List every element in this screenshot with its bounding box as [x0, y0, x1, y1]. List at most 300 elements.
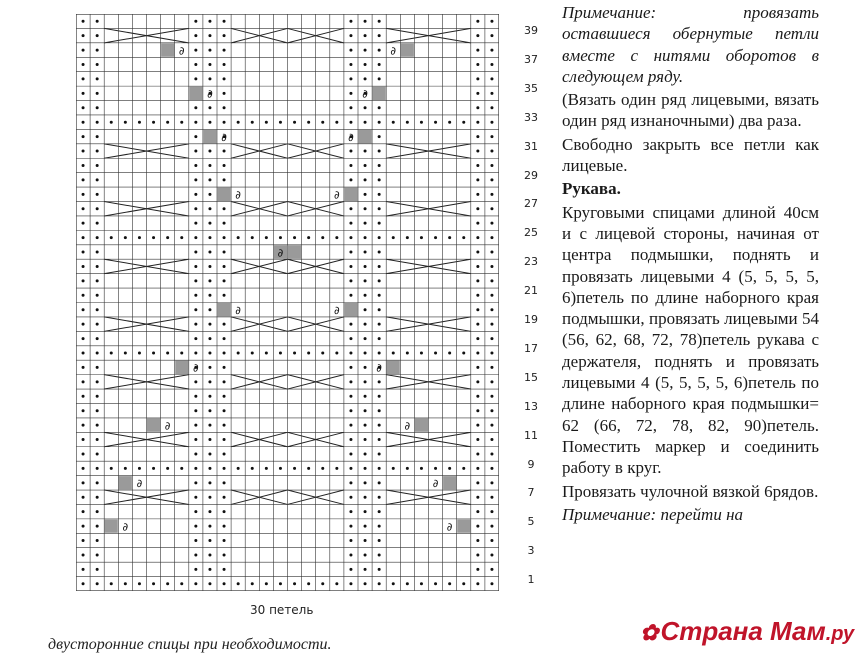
purl-dot: [378, 553, 381, 556]
purl-dot: [251, 467, 254, 470]
purl-dot: [96, 135, 99, 138]
purl-dot: [223, 496, 226, 499]
instructions-column: [562, 2, 819, 527]
wrap-symbol: ∂: [432, 477, 439, 491]
purl-dot: [96, 568, 99, 571]
purl-dot: [476, 496, 479, 499]
purl-dot: [378, 452, 381, 455]
purl-dot: [96, 193, 99, 196]
purl-dot: [208, 380, 211, 383]
purl-dot: [378, 351, 381, 354]
purl-dot: [378, 150, 381, 153]
purl-dot: [223, 481, 226, 484]
purl-dot: [96, 279, 99, 282]
purl-dot: [434, 351, 437, 354]
purl-dot: [364, 323, 367, 326]
purl-dot: [378, 77, 381, 80]
purl-dot: [96, 481, 99, 484]
purl-dot: [96, 20, 99, 23]
purl-dot: [223, 20, 226, 23]
shaded-cell: [359, 130, 372, 143]
purl-dot: [490, 106, 493, 109]
purl-dot: [82, 164, 85, 167]
purl-dot: [194, 150, 197, 153]
purl-dot: [378, 337, 381, 340]
note-paragraph: Примечание: перейти на: [562, 504, 743, 524]
purl-dot: [364, 222, 367, 225]
purl-dot: [237, 351, 240, 354]
purl-dot: [364, 279, 367, 282]
purl-dot: [349, 553, 352, 556]
purl-dot: [194, 323, 197, 326]
purl-dot: [321, 351, 324, 354]
row-number: 37: [524, 52, 538, 66]
purl-dot: [223, 380, 226, 383]
purl-dot: [378, 121, 381, 124]
shaded-cell: [387, 361, 400, 374]
purl-dot: [124, 121, 127, 124]
purl-dot: [293, 467, 296, 470]
purl-dot: [490, 424, 493, 427]
purl-dot: [349, 409, 352, 412]
purl-dot: [490, 481, 493, 484]
purl-dot: [364, 553, 367, 556]
purl-dot: [364, 294, 367, 297]
purl-dot: [335, 236, 338, 239]
purl-dot: [490, 539, 493, 542]
purl-dot: [166, 582, 169, 585]
purl-dot: [96, 222, 99, 225]
purl-dot: [110, 351, 113, 354]
purl-dot: [223, 525, 226, 528]
purl-dot: [462, 236, 465, 239]
site-watermark: [640, 616, 854, 647]
purl-dot: [208, 207, 211, 210]
purl-dot: [82, 351, 85, 354]
purl-dot: [96, 539, 99, 542]
purl-dot: [194, 424, 197, 427]
purl-dot: [208, 568, 211, 571]
purl-dot: [208, 553, 211, 556]
purl-dot: [237, 236, 240, 239]
knitting-chart: [76, 14, 499, 591]
purl-dot: [223, 323, 226, 326]
purl-dot: [490, 77, 493, 80]
purl-dot: [223, 265, 226, 268]
purl-dot: [194, 63, 197, 66]
purl-dot: [208, 438, 211, 441]
purl-dot: [364, 409, 367, 412]
purl-dot: [293, 236, 296, 239]
row-number: 3: [527, 544, 535, 558]
purl-dot: [378, 63, 381, 66]
row-number: 33: [524, 110, 538, 124]
purl-dot: [223, 251, 226, 254]
purl-dot: [378, 467, 381, 470]
purl-dot: [96, 323, 99, 326]
purl-dot: [208, 236, 211, 239]
purl-dot: [434, 467, 437, 470]
purl-dot: [490, 236, 493, 239]
purl-dot: [194, 236, 197, 239]
purl-dot: [251, 582, 254, 585]
purl-dot: [223, 438, 226, 441]
purl-dot: [434, 121, 437, 124]
purl-dot: [490, 279, 493, 282]
purl-dot: [82, 63, 85, 66]
purl-dot: [321, 582, 324, 585]
purl-dot: [349, 395, 352, 398]
purl-dot: [476, 510, 479, 513]
purl-dot: [96, 510, 99, 513]
purl-dot: [476, 236, 479, 239]
purl-dot: [349, 496, 352, 499]
purl-dot: [476, 77, 479, 80]
purl-dot: [490, 121, 493, 124]
purl-dot: [378, 265, 381, 268]
purl-dot: [251, 121, 254, 124]
wrap-symbol: ∂: [376, 361, 383, 375]
purl-dot: [378, 135, 381, 138]
purl-dot: [349, 92, 352, 95]
purl-dot: [96, 553, 99, 556]
purl-dot: [364, 582, 367, 585]
purl-dot: [307, 236, 310, 239]
purl-dot: [82, 323, 85, 326]
wrap-symbol: ∂: [446, 520, 453, 534]
purl-dot: [208, 481, 211, 484]
purl-dot: [82, 193, 85, 196]
purl-dot: [223, 63, 226, 66]
purl-dot: [208, 582, 211, 585]
purl-dot: [208, 150, 211, 153]
purl-dot: [194, 135, 197, 138]
purl-dot: [364, 467, 367, 470]
purl-dot: [448, 236, 451, 239]
purl-dot: [349, 351, 352, 354]
purl-dot: [476, 582, 479, 585]
shaded-cell: [161, 43, 174, 56]
purl-dot: [476, 193, 479, 196]
purl-dot: [490, 222, 493, 225]
purl-dot: [82, 150, 85, 153]
purl-dot: [194, 496, 197, 499]
purl-dot: [96, 395, 99, 398]
purl-dot: [96, 582, 99, 585]
purl-dot: [490, 510, 493, 513]
shaded-cell: [373, 87, 386, 100]
purl-dot: [82, 294, 85, 297]
purl-dot: [82, 395, 85, 398]
purl-dot: [194, 178, 197, 181]
purl-dot: [335, 121, 338, 124]
purl-dot: [490, 323, 493, 326]
purl-dot: [378, 481, 381, 484]
purl-dot: [321, 467, 324, 470]
purl-dot: [476, 323, 479, 326]
wrap-symbol: ∂: [390, 44, 397, 58]
purl-dot: [364, 438, 367, 441]
purl-dot: [96, 424, 99, 427]
purl-dot: [82, 251, 85, 254]
purl-dot: [378, 34, 381, 37]
purl-dot: [223, 467, 226, 470]
purl-dot: [490, 380, 493, 383]
purl-dot: [349, 63, 352, 66]
purl-dot: [82, 409, 85, 412]
purl-dot: [378, 568, 381, 571]
wrap-symbol: ∂: [277, 246, 284, 260]
purl-dot: [378, 178, 381, 181]
purl-dot: [223, 539, 226, 542]
purl-dot: [82, 539, 85, 542]
purl-dot: [364, 265, 367, 268]
shaded-cell: [147, 418, 160, 431]
purl-dot: [349, 568, 352, 571]
purl-dot: [96, 366, 99, 369]
purl-dot: [476, 49, 479, 52]
purl-dot: [490, 351, 493, 354]
purl-dot: [490, 496, 493, 499]
purl-dot: [124, 467, 127, 470]
purl-dot: [364, 539, 367, 542]
instruction-paragraph: Свободно закрыть все петли как лицевые.: [562, 134, 819, 176]
purl-dot: [476, 467, 479, 470]
purl-dot: [208, 222, 211, 225]
purl-dot: [82, 467, 85, 470]
purl-dot: [194, 452, 197, 455]
purl-dot: [138, 121, 141, 124]
purl-dot: [378, 308, 381, 311]
purl-dot: [378, 525, 381, 528]
purl-dot: [194, 510, 197, 513]
purl-dot: [82, 337, 85, 340]
wrap-symbol: ∂: [192, 361, 199, 375]
purl-dot: [490, 164, 493, 167]
purl-dot: [82, 366, 85, 369]
purl-dot: [279, 351, 282, 354]
section-heading: Рукава.: [562, 179, 621, 199]
purl-dot: [476, 308, 479, 311]
purl-dot: [194, 193, 197, 196]
purl-dot: [208, 424, 211, 427]
purl-dot: [349, 279, 352, 282]
shaded-cell: [288, 245, 301, 258]
purl-dot: [476, 409, 479, 412]
purl-dot: [124, 582, 127, 585]
purl-dot: [223, 92, 226, 95]
purl-dot: [378, 294, 381, 297]
shaded-cell: [344, 303, 357, 316]
purl-dot: [96, 34, 99, 37]
purl-dot: [96, 77, 99, 80]
purl-dot: [321, 236, 324, 239]
purl-dot: [251, 351, 254, 354]
purl-dot: [208, 265, 211, 268]
purl-dot: [180, 467, 183, 470]
purl-dot: [82, 222, 85, 225]
purl-dot: [490, 553, 493, 556]
purl-dot: [96, 452, 99, 455]
purl-dot: [420, 351, 423, 354]
purl-dot: [335, 351, 338, 354]
purl-dot: [223, 351, 226, 354]
purl-dot: [476, 63, 479, 66]
purl-dot: [194, 222, 197, 225]
purl-dot: [476, 178, 479, 181]
purl-dot: [490, 178, 493, 181]
shaded-cell: [105, 519, 118, 532]
purl-dot: [194, 351, 197, 354]
purl-dot: [349, 20, 352, 23]
purl-dot: [223, 510, 226, 513]
purl-dot: [223, 424, 226, 427]
purl-dot: [406, 467, 409, 470]
purl-dot: [434, 582, 437, 585]
purl-dot: [237, 467, 240, 470]
purl-dot: [378, 164, 381, 167]
row-number: 35: [524, 81, 538, 95]
purl-dot: [194, 525, 197, 528]
purl-dot: [96, 106, 99, 109]
purl-dot: [364, 251, 367, 254]
shaded-cell: [175, 361, 188, 374]
purl-dot: [194, 380, 197, 383]
purl-dot: [378, 236, 381, 239]
purl-dot: [476, 251, 479, 254]
purl-dot: [406, 236, 409, 239]
purl-dot: [208, 49, 211, 52]
purl-dot: [349, 49, 352, 52]
purl-dot: [82, 178, 85, 181]
shaded-cell: [203, 130, 216, 143]
watermark-text: Страна Мам: [660, 616, 826, 646]
shaded-cell: [189, 87, 202, 100]
purl-dot: [208, 496, 211, 499]
purl-dot: [349, 34, 352, 37]
purl-dot: [349, 77, 352, 80]
purl-dot: [82, 510, 85, 513]
row-number: 1: [527, 573, 535, 587]
purl-dot: [194, 481, 197, 484]
purl-dot: [124, 351, 127, 354]
purl-dot: [223, 34, 226, 37]
purl-dot: [194, 207, 197, 210]
purl-dot: [194, 294, 197, 297]
purl-dot: [208, 366, 211, 369]
purl-dot: [392, 467, 395, 470]
purl-dot: [476, 150, 479, 153]
purl-dot: [223, 236, 226, 239]
purl-dot: [349, 106, 352, 109]
purl-dot: [237, 121, 240, 124]
shaded-cell: [218, 303, 231, 316]
purl-dot: [378, 539, 381, 542]
purl-dot: [293, 351, 296, 354]
purl-dot: [364, 525, 367, 528]
purl-dot: [194, 467, 197, 470]
purl-dot: [364, 164, 367, 167]
purl-dot: [462, 121, 465, 124]
purl-dot: [476, 106, 479, 109]
purl-dot: [349, 366, 352, 369]
purl-dot: [448, 351, 451, 354]
purl-dot: [476, 207, 479, 210]
purl-dot: [420, 467, 423, 470]
purl-dot: [194, 539, 197, 542]
purl-dot: [364, 63, 367, 66]
row-number: 21: [524, 284, 538, 298]
purl-dot: [208, 63, 211, 66]
wrap-symbol: ∂: [348, 130, 354, 144]
purl-dot: [223, 49, 226, 52]
purl-dot: [208, 106, 211, 109]
purl-dot: [321, 121, 324, 124]
purl-dot: [307, 121, 310, 124]
purl-dot: [349, 539, 352, 542]
purl-dot: [223, 553, 226, 556]
wrap-symbol: ∂: [122, 520, 129, 534]
purl-dot: [223, 568, 226, 571]
purl-dot: [476, 539, 479, 542]
row-number: 13: [524, 399, 538, 413]
purl-dot: [166, 351, 169, 354]
purl-dot: [194, 438, 197, 441]
purl-dot: [378, 251, 381, 254]
purl-dot: [349, 207, 352, 210]
purl-dot: [490, 49, 493, 52]
purl-dot: [364, 366, 367, 369]
purl-dot: [378, 409, 381, 412]
purl-dot: [490, 135, 493, 138]
purl-dot: [208, 251, 211, 254]
watermark-suffix: .ру: [825, 623, 855, 645]
purl-dot: [490, 438, 493, 441]
purl-dot: [96, 251, 99, 254]
purl-dot: [82, 308, 85, 311]
purl-dot: [166, 236, 169, 239]
purl-dot: [490, 193, 493, 196]
purl-dot: [406, 121, 409, 124]
purl-dot: [82, 49, 85, 52]
purl-dot: [265, 236, 268, 239]
purl-dot: [476, 135, 479, 138]
purl-dot: [180, 351, 183, 354]
purl-dot: [462, 582, 465, 585]
purl-dot: [265, 121, 268, 124]
purl-dot: [223, 164, 226, 167]
purl-dot: [349, 510, 352, 513]
purl-dot: [82, 582, 85, 585]
purl-dot: [490, 294, 493, 297]
wrap-symbol: ∂: [164, 419, 171, 433]
purl-dot: [490, 92, 493, 95]
purl-dot: [476, 164, 479, 167]
purl-dot: [138, 467, 141, 470]
purl-dot: [364, 106, 367, 109]
purl-dot: [349, 582, 352, 585]
purl-dot: [378, 496, 381, 499]
purl-dot: [82, 481, 85, 484]
purl-dot: [279, 582, 282, 585]
purl-dot: [265, 582, 268, 585]
purl-dot: [208, 34, 211, 37]
purl-dot: [378, 193, 381, 196]
note-paragraph: Примечание: провязать оставшиеся обернутые петли вместе с нитями оборотов в следующем ряду.: [562, 3, 819, 86]
wrap-symbol: ∂: [178, 44, 185, 58]
purl-dot: [349, 323, 352, 326]
purl-dot: [490, 568, 493, 571]
